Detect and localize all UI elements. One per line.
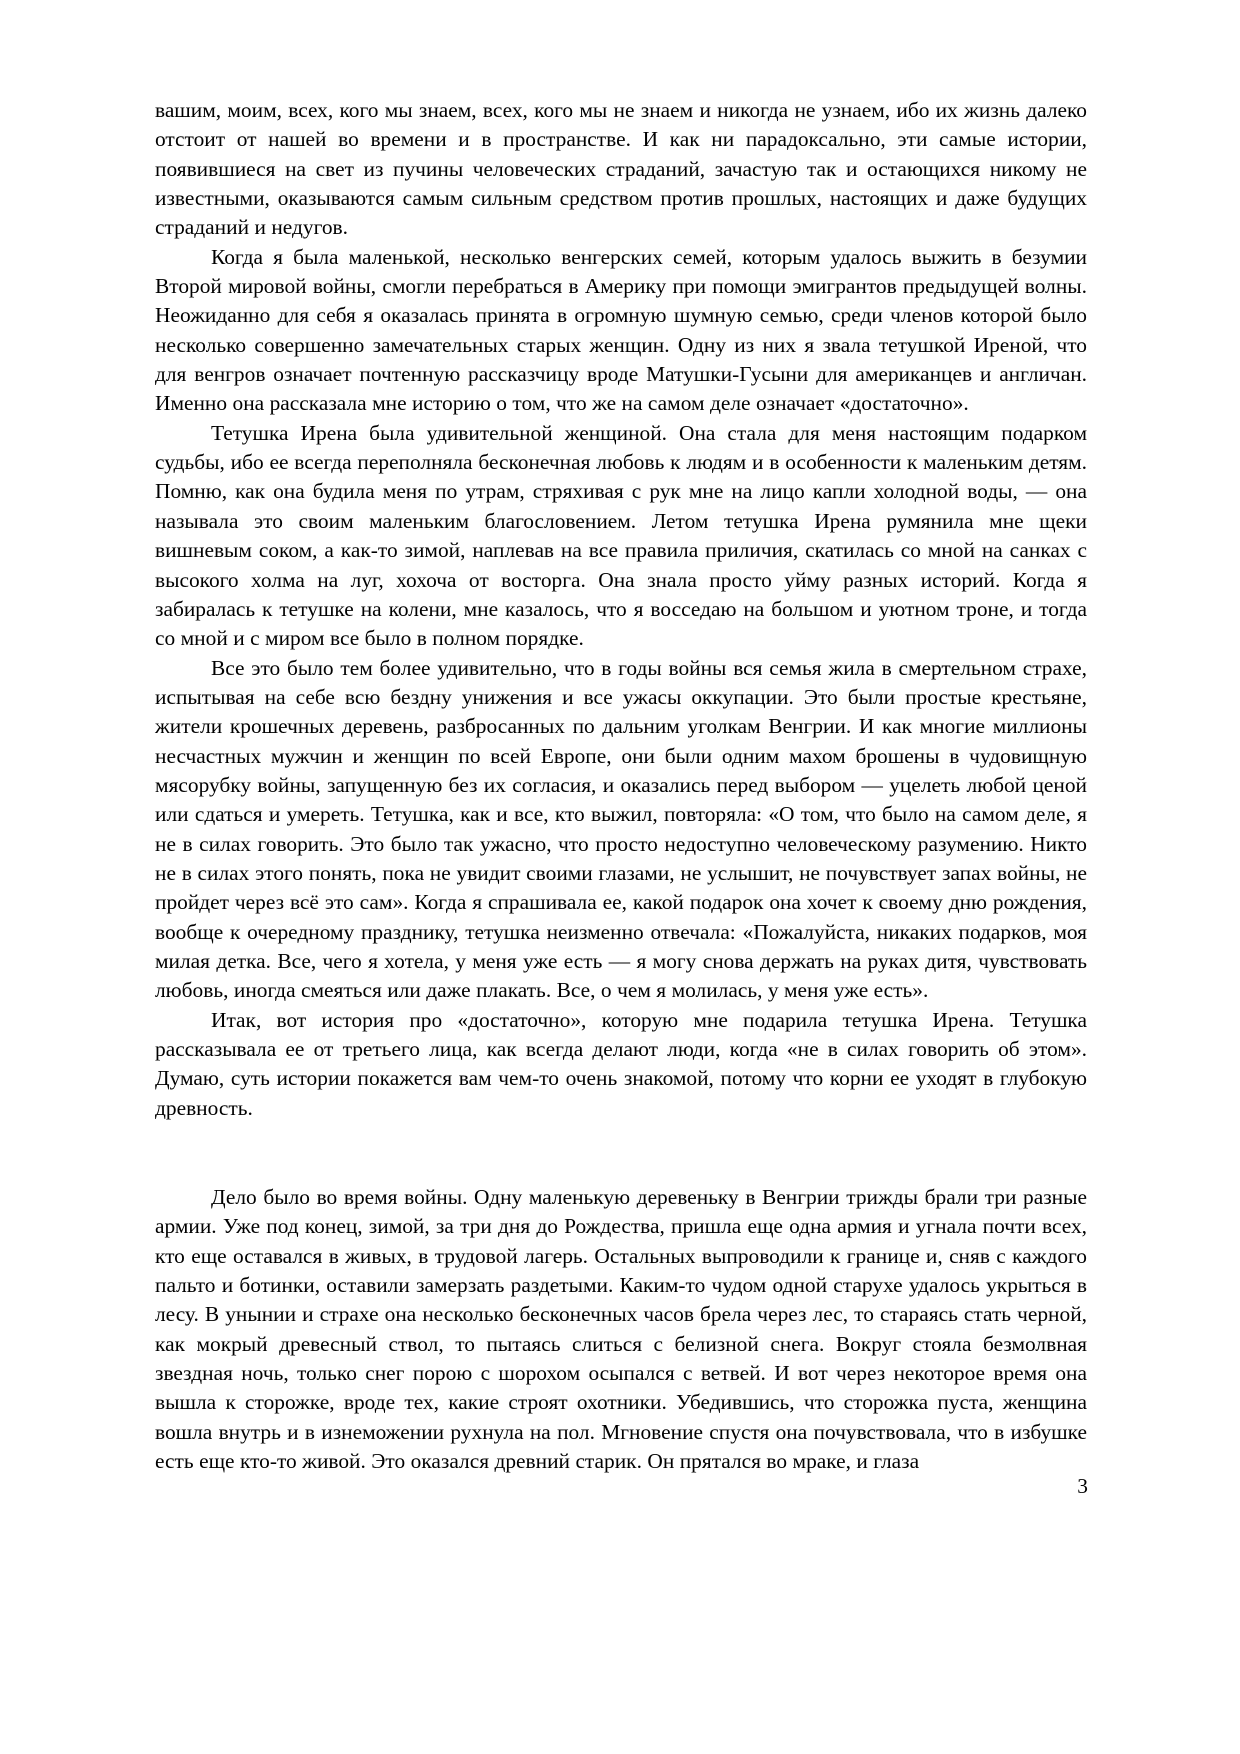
paragraph-6: Дело было во время войны. Одну маленькую деревеньку в Венгрии трижды брали три разные армии. Уже под конец, зимой, за три дня до Рождества, пришла еще одна армия и угнала почти всех, кто еще оставался в живых, в трудовой лагерь. Остальных выпроводили к границе и, сняв с каждого пальто и ботинки, оставили замерзать раздетыми. Каким-то чудом одной старухе удалось укрыться в лесу. В унынии и страхе она несколько бесконечных часов брела через лес, то стараясь стать черной, как мокрый древесный ствол, то пытаясь слиться с белизной снега. Вокруг стояла безмолвная звездная ночь, только снег порою с шорохом осыпался с ветвей. И вот через некоторое время она вышла к сторожке, вроде тех, какие строят охотники. Убедившись, что сторожка пуста, женщина вошла внутрь и в изнеможении рухнула на пол. Мгновение спустя она почувствовала, что в избушке есть еще кто-то живой. Это оказался древний старик. Он прятался во мраке, и глаза <box>155 1185 1087 1474</box>
section-break <box>155 1123 1087 1183</box>
paragraph-5: Итак, вот история про «достаточно», которую мне подарила тетушка Ирена. Тетушка рассказывала ее от третьего лица, как всегда делают люди, когда «не в силах говорить об этом». Думаю, суть истории покажется вам чем-то очень знакомой, потому что корни ее уходят в глубокую древность. <box>155 1007 1087 1120</box>
page-text-body <box>155 96 1087 1476</box>
paragraph-2: Когда я была маленькой, несколько венгерских семей, которым удалось выжить в безумии Второй мировой войны, смогли перебраться в Америку при помощи эмигрантов предыдущей волны. Неожиданно для себя я оказалась принята в огромную шумную семью, среди членов которой было несколько совершенно замечательных старых женщин. Одну из них я звала тетушкой Иреной, что для венгров означает почтенную рассказчицу вроде Матушки-Гусыни для американцев и англичан. Именно она рассказала мне историю о том, что же на самом деле означает «достаточно». <box>155 244 1087 416</box>
paragraph-1: вашим, моим, всех, кого мы знаем, всех, кого мы не знаем и никогда не узнаем, ибо их жизнь далеко отстоит от нашей во времени и в пространстве. И как ни парадоксально, эти самые истории, появившиеся на свет из пучины человеческих страданий, зачастую так и остающихся никому не известными, оказываются самым сильным средством против прошлых, настоящих и даже будущих страданий и недугов. <box>155 98 1087 240</box>
page-number: 3 <box>1077 1474 1088 1498</box>
paragraph-4: Все это было тем более удивительно, что в годы войны вся семья жила в смертельном страхе, испытывая на себе всю бездну унижения и все ужасы оккупации. Это были простые крестьяне, жители крошечных деревень, разбросанных по дальним уголкам Венгрии. И как многие миллионы несчастных мужчин и женщин по всей Европе, они были одним махом брошены в чудовищную мясорубку войны, запущенную без их согласия, и оказались перед выбором — уцелеть любой ценой или сдаться и умереть. Тетушка, как и все, кто выжил, повторяла: «О том, что было на самом деле, я не в силах говорить. Это было так ужасно, что просто недоступно человеческому разумению. Никто не в силах этого понять, пока не увидит своими глазами, не услышит, не почувствует запах войны, не пройдет через всё это сам». Когда я спрашивала ее, какой подарок она хочет к своему дню рождения, вообще к очередному празднику, тетушка неизменно отвечала: «Пожалуйста, никаких подарков, моя милая детка. Все, чего я хотела, у меня уже есть — я могу снова держать на руках дитя, чувствовать любовь, иногда смеяться или даже плакать. Все, о чем я молилась, у меня уже есть». <box>155 655 1087 1003</box>
paragraph-3: Тетушка Ирена была удивительной женщиной. Она стала для меня настоящим подарком судьбы, ибо ее всегда переполняла бесконечная любовь к людям и в особенности к маленьким детям. Помню, как она будила меня по утрам, стряхивая с рук мне на лицо капли холодной воды, — она называла это своим маленьким благословением. Летом тетушка Ирена румянила мне щеки вишневым соком, а как-то зимой, наплевав на все правила приличия, скатилась со мной на санках с высокого холма на луг, хохоча от восторга. Она знала просто уйму разных историй. Когда я забиралась к тетушке на колени, мне казалось, что я восседаю на большом и уютном троне, и тогда со мной и с миром все было в полном порядке. <box>155 420 1087 651</box>
